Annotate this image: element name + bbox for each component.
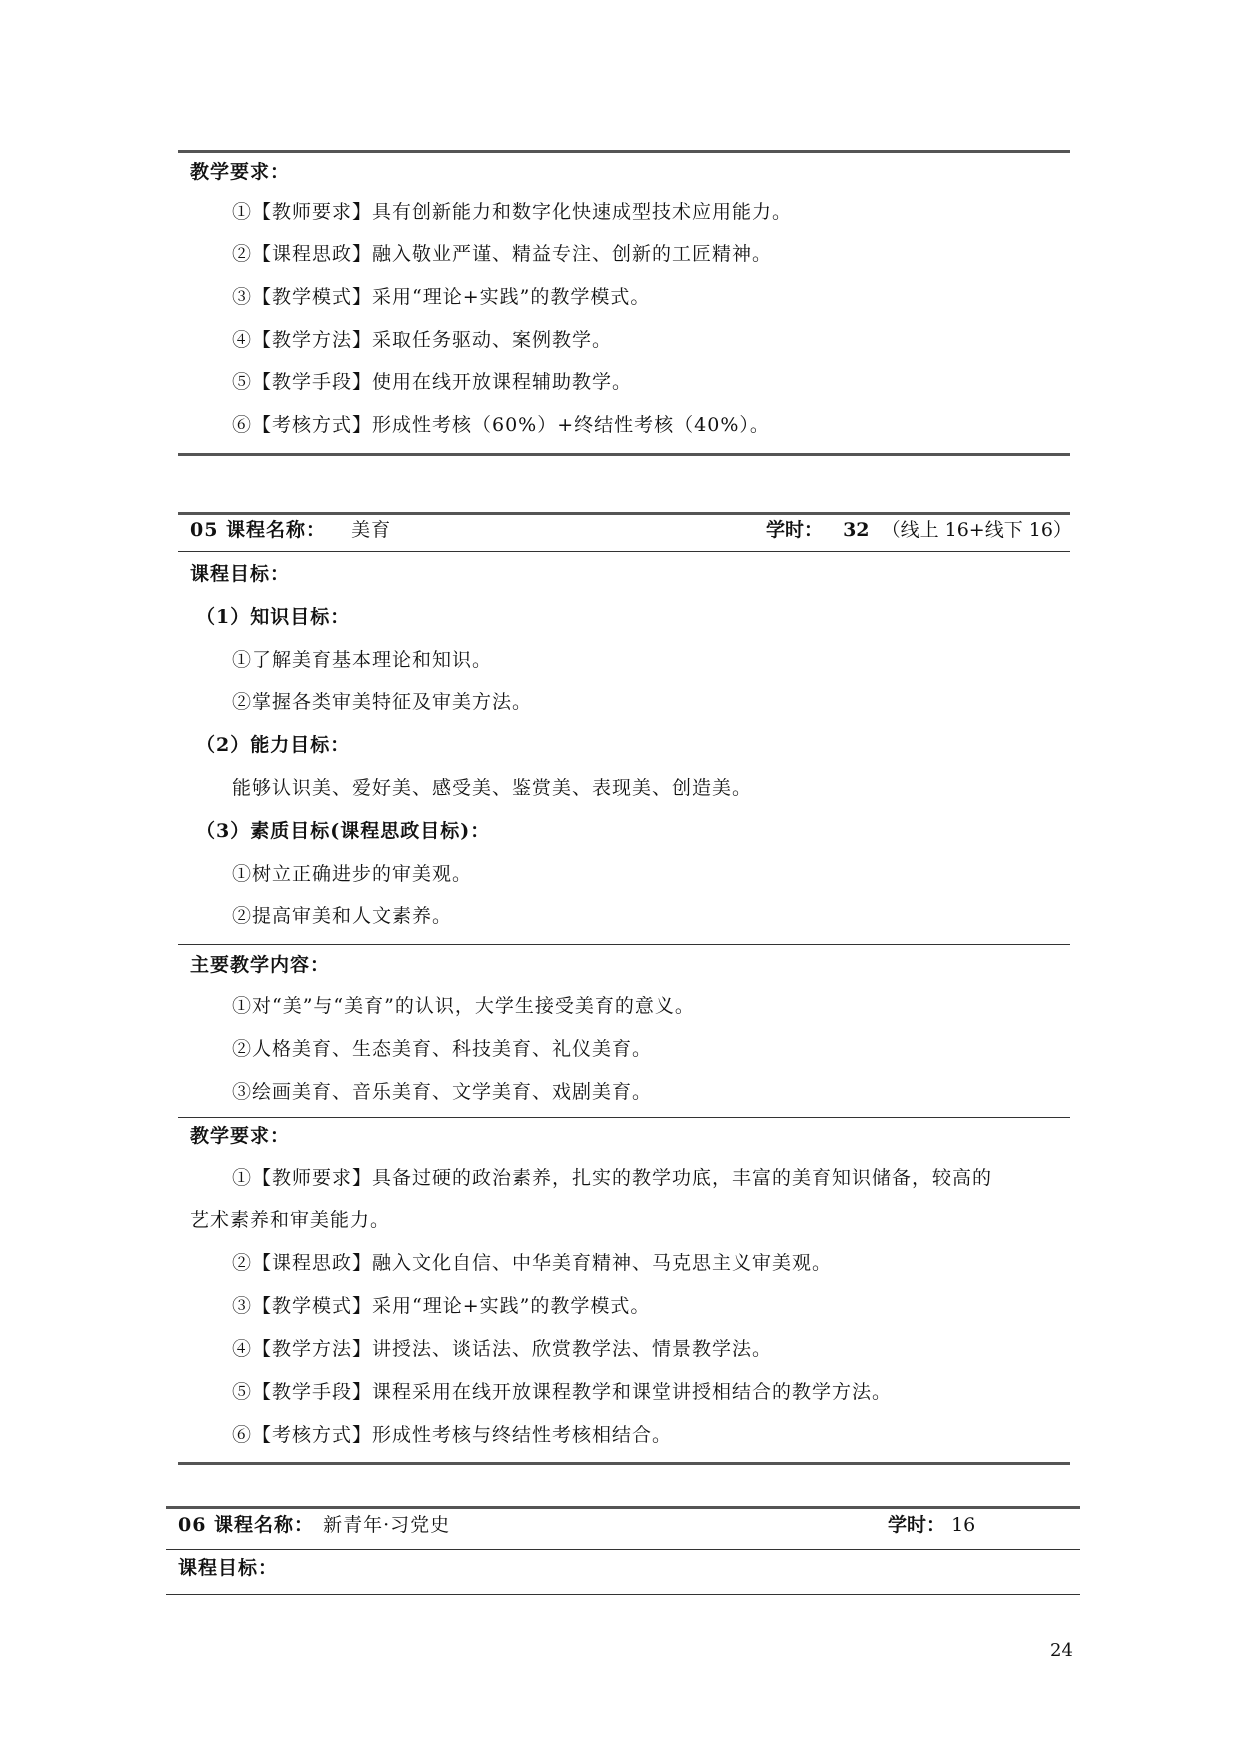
list-item: ①对“美”与“美育”的认识，大学生接受美育的意义。 [232,995,695,1017]
bottom-border [178,453,1070,456]
subsection-title-ability: （2）能力目标： [196,734,351,756]
course-name-value: 美育 [351,519,392,541]
divider [166,1549,1080,1550]
section-title-requirements: 教学要求： [190,1125,291,1147]
section-title-goals: 课程目标： [190,563,291,585]
list-item: ②人格美育、生态美育、科技美育、礼仪美育。 [232,1038,653,1060]
section-title-requirements: 教学要求： [190,161,291,183]
list-item: ③绘画美育、音乐美育、文学美育、戏剧美育。 [232,1081,653,1103]
course-name-value: 新青年·习党史 [323,1514,451,1536]
list-item: ④【教学方法】讲授法、谈话法、欣赏教学法、情景教学法。 [232,1338,773,1360]
hours-value: 16 [951,1514,976,1536]
list-item: ①【教师要求】具有创新能力和数字化快速成型技术应用能力。 [232,201,793,223]
course-05-name-row [190,518,391,542]
list-item: ③【教学模式】采用“理论+实践”的教学模式。 [232,286,651,308]
list-item: ②提高审美和人文素养。 [232,905,453,927]
course-05-hours [766,518,1072,542]
subsection-title-knowledge: （1）知识目标： [196,606,351,628]
subsection-title-quality: （3）素质目标(课程思政目标)： [196,820,491,842]
list-item: 能够认识美、爱好美、感受美、鉴赏美、表现美、创造美。 [232,777,753,799]
list-item: ①树立正确进步的审美观。 [232,863,473,885]
divider [178,1117,1070,1118]
course-name-label: 06 课程名称： [178,1514,315,1536]
course-06-hours [888,1513,975,1537]
list-item: ②【课程思政】融入文化自信、中华美育精神、马克思主义审美观。 [232,1252,833,1274]
list-item: ⑥【考核方式】形成性考核（60%）+终结性考核（40%）。 [232,414,770,436]
divider [166,1594,1080,1595]
list-item: ①了解美育基本理论和知识。 [232,649,493,671]
page-number: 24 [1050,1640,1073,1661]
list-item-continuation: 艺术素养和审美能力。 [190,1209,391,1231]
hours-value: 32 [843,519,870,541]
course-06-top-border [166,1506,1080,1509]
divider [178,551,1070,552]
section-title-goals: 课程目标： [178,1557,279,1579]
list-item: ①【教师要求】具备过硬的政治素养，扎实的教学功底，丰富的美育知识储备，较高的 [232,1167,993,1189]
divider [178,944,1070,945]
hours-detail: （线上 16+线下 16） [881,519,1072,541]
top-border [178,150,1070,153]
list-item: ③【教学模式】采用“理论+实践”的教学模式。 [232,1295,651,1317]
course-05-top-border [178,512,1070,515]
list-item: ⑤【教学手段】使用在线开放课程辅助教学。 [232,371,633,393]
hours-label: 学时： [766,519,824,541]
section-title-content: 主要教学内容： [190,954,331,976]
list-item: ④【教学方法】采取任务驱动、案例教学。 [232,329,613,351]
list-item: ⑤【教学手段】课程采用在线开放课程教学和课堂讲授相结合的教学方法。 [232,1381,893,1403]
list-item: ②掌握各类审美特征及审美方法。 [232,691,533,713]
list-item: ⑥【考核方式】形成性考核与终结性考核相结合。 [232,1424,673,1446]
list-item: ②【课程思政】融入敬业严谨、精益专注、创新的工匠精神。 [232,243,773,265]
course-name-label: 05 课程名称： [190,519,327,541]
course-06-name-row [178,1513,450,1537]
hours-label: 学时： [888,1514,946,1536]
course-05-bottom-border [178,1462,1070,1465]
